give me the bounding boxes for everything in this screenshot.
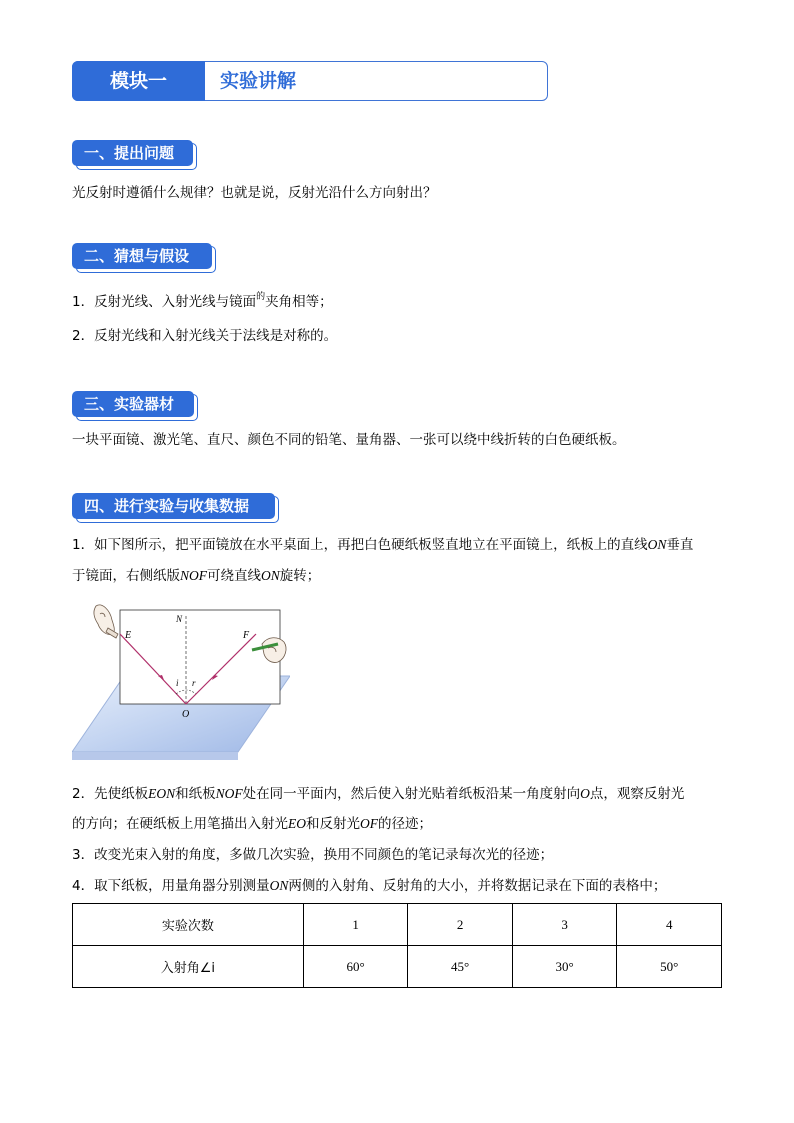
step-2-text-b: 和纸板: [175, 786, 216, 802]
step-4-text-a: 4．取下纸板，用量角器分别测量: [72, 878, 270, 894]
step-1-nof: NOF: [180, 568, 207, 583]
step-2-text-e: 的方向；在硬纸板上用笔描出入射光: [72, 816, 288, 832]
question-text: 光反射时遵循什么规律？也就是说，反射光沿什么方向射出？: [72, 185, 437, 201]
section-3-title: 三、实验器材: [72, 391, 194, 417]
mirror-experiment-figure: [72, 600, 290, 762]
table-header-row: [73, 904, 722, 946]
module-tab: 模块一: [72, 61, 205, 101]
step-1-line-1: [72, 535, 693, 555]
hypothesis-1: [72, 292, 333, 314]
step-3: 3．改变光束入射的角度，多做几次实验，换用不同颜色的笔记录每次光的径迹；: [72, 847, 554, 863]
step-2-text-d: 点，观察反射光: [589, 786, 685, 802]
step-1-text-c: 于镜面，右侧纸版: [72, 568, 180, 584]
label-O: O: [182, 709, 190, 720]
table-header-cell: 2: [408, 904, 513, 946]
hypothesis-1-part-b: 夹角相等；: [265, 294, 333, 310]
step-1-text-e: 旋转；: [279, 568, 321, 584]
equipment-text: 一块平面镜、激光笔、直尺、颜色不同的铅笔、量角器、一张可以绕中线折转的白色硬纸板。: [72, 432, 626, 448]
module-title: 实验讲解: [220, 70, 297, 92]
step-4-on: ON: [269, 878, 289, 893]
step-2-line-2: [72, 814, 432, 834]
label-i: i: [176, 678, 179, 688]
step-1-line-2: [72, 566, 320, 586]
label-F: F: [243, 630, 250, 641]
section-1-title: 一、提出问题: [72, 140, 193, 166]
left-hand-icon: [94, 605, 118, 638]
hypothesis-1-sup: 的: [256, 292, 266, 302]
table-header-cell: 4: [617, 904, 722, 946]
step-2-eo: EO: [288, 816, 306, 831]
step-1-text-d: 可绕直线: [207, 568, 261, 584]
hypothesis-1-part-a: 1．反射光线、入射光线与镜面: [72, 294, 257, 310]
step-4: [72, 876, 666, 896]
label-E: E: [125, 630, 132, 641]
step-2-text-c: 处在同一平面内，然后使入射光贴着纸板沿某一角度射向: [242, 786, 581, 802]
step-2-text-g: 的径迹；: [378, 816, 432, 832]
step-2-text-f: 和反射光: [306, 816, 360, 832]
mirror-edge: [72, 752, 238, 760]
section-4-title: 四、进行实验与收集数据: [72, 493, 275, 519]
step-2-of: OF: [360, 816, 378, 831]
data-table: [72, 903, 722, 988]
table-cell: 45°: [408, 946, 513, 988]
step-2-line-1: [72, 784, 684, 804]
step-2-eon: EON: [148, 786, 176, 801]
hypothesis-2: 2．反射光线和入射光线关于法线是对称的。: [72, 328, 338, 344]
table-header-cell: 实验次数: [73, 904, 304, 946]
step-1-text-b: 垂直: [666, 537, 694, 553]
step-1-text-a: 1．如下图所示，把平面镜放在水平桌面上，再把白色硬纸板竖直地立在平面镜上，纸板上的直线: [72, 537, 648, 553]
table-cell: 60°: [303, 946, 408, 988]
step-1-on: ON: [647, 537, 667, 552]
step-1-on-2: ON: [261, 568, 280, 583]
table-cell: 30°: [512, 946, 617, 988]
label-r: r: [192, 678, 196, 688]
table-header-cell: 3: [512, 904, 617, 946]
step-4-text-b: 两侧的入射角、反射角的大小，并将数据记录在下面的表格中；: [288, 878, 667, 894]
step-2-text-a: 2．先使纸板: [72, 786, 149, 802]
step-2-o: O: [580, 786, 590, 801]
label-N: N: [176, 614, 183, 624]
table-row-label: 入射角∠i: [73, 946, 304, 988]
section-2-title: 二、猜想与假设: [72, 243, 212, 269]
table-row: [73, 946, 722, 988]
table-header-cell: 1: [303, 904, 408, 946]
step-2-nof: NOF: [215, 786, 243, 801]
table-cell: 50°: [617, 946, 722, 988]
